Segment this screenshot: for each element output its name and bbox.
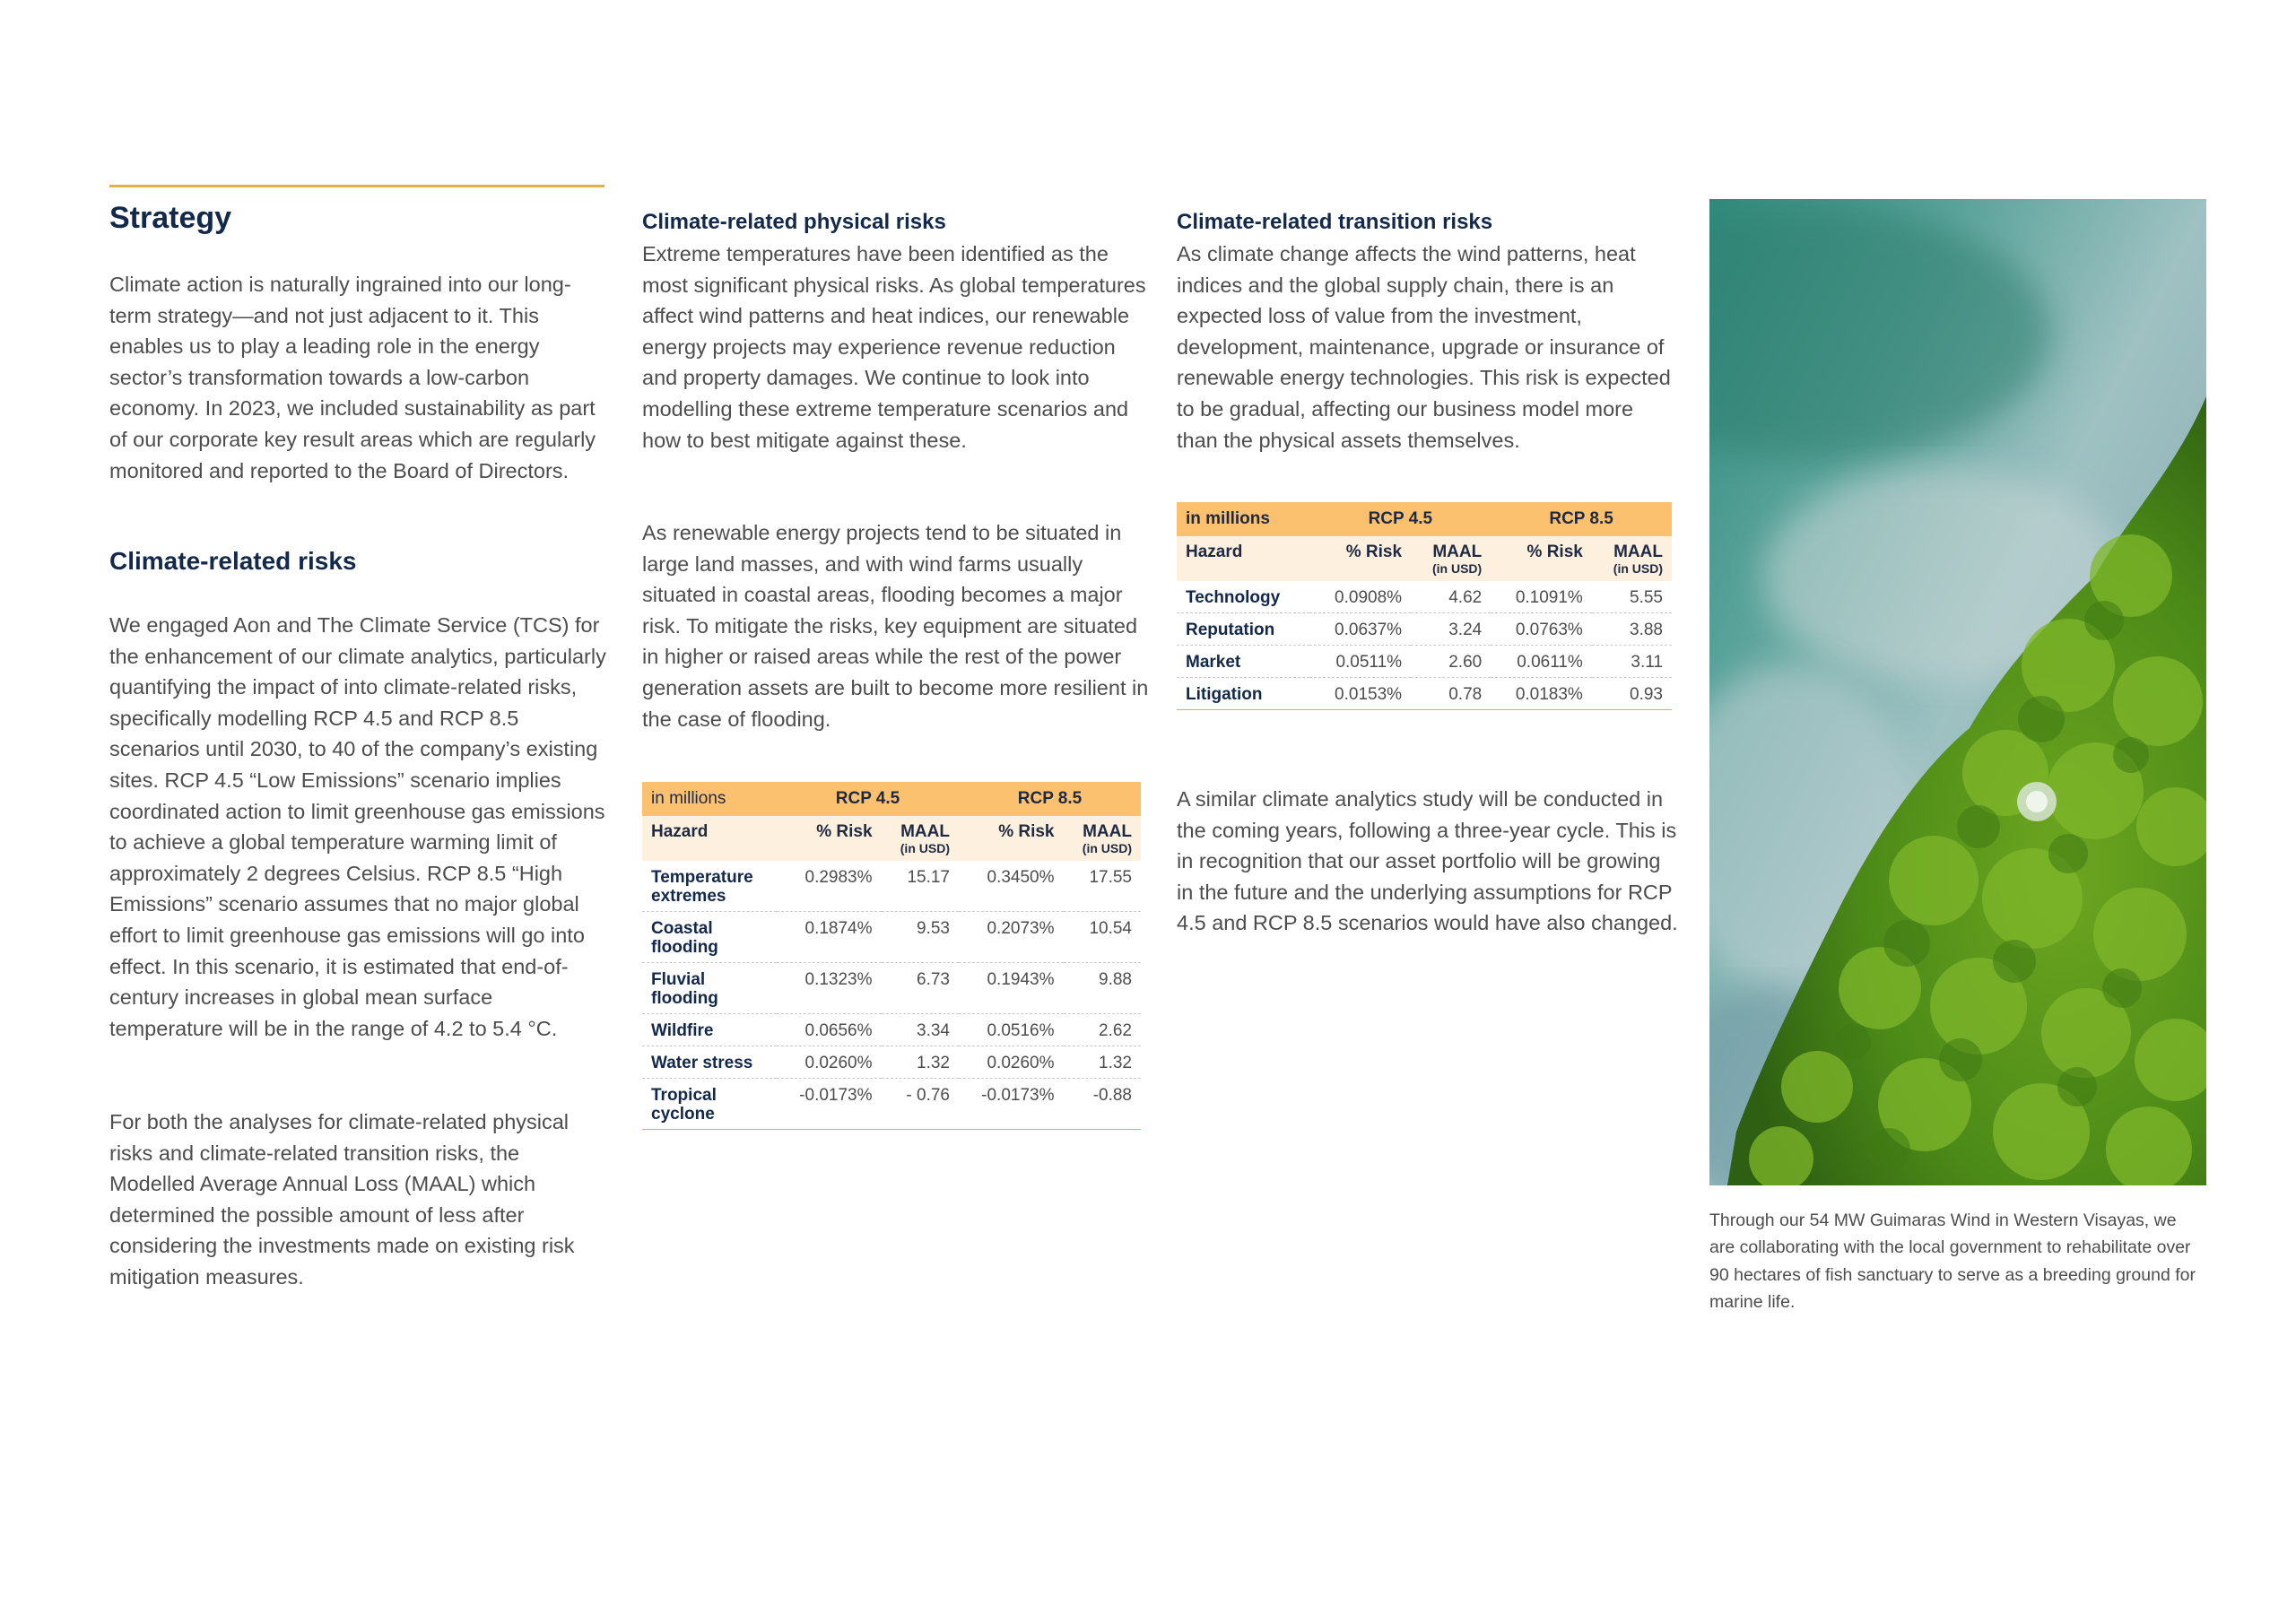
table-row <box>642 1046 1141 1079</box>
risk-cell: 0.0908% <box>1335 588 1403 607</box>
risk-cell: 0.0637% <box>1335 621 1403 639</box>
maal-cell: 9.88 <box>1099 970 1132 989</box>
unit-label: in millions <box>1186 509 1270 528</box>
climate-risks-paragraph-1: We engaged Aon and The Climate Service (TCS) for the enhancement of our climate analytics, particularly quantifying the impact of into climate-related risks, specifically modelling RCP 4.5 and RCP 8.5 scenarios until 2030, to 40 of the company’s existing sites. RCP 4.5 “Low Emissions” scenario implies coordinated action to limit greenhouse gas emissions to achieve a global temperature warming limit of approximately 2 degrees Celsius. RCP 8.5 “High Emissions” scenario assumes that no major global effort to limit greenhouse gas emissions will go into effect. In this scenario, it is estimated that end-of-century increases in global mean surface temperature will be in the range of 4.2 to 5.4 °C. <box>109 613 606 1040</box>
hazard-cell: Litigation <box>1186 685 1263 704</box>
table-row <box>1177 646 1672 678</box>
risk-cell: 0.1874% <box>804 919 873 938</box>
maal-cell: 1.32 <box>1099 1054 1132 1072</box>
unit-label: in millions <box>651 789 726 808</box>
maal-cell: 0.93 <box>1630 685 1663 704</box>
risk-cell: 0.1091% <box>1515 588 1583 607</box>
aerial-mangrove-photo <box>1709 199 2206 1185</box>
risk-header: % Risk <box>1345 542 1403 561</box>
hazard-cell: Fluvial flooding <box>651 970 718 1008</box>
maal-cell: 17.55 <box>1089 868 1132 887</box>
table-row <box>642 861 1141 912</box>
climate-risks-paragraph-2: For both the analyses for climate-related physical risks and climate-related transition risks, the Modelled Average Annual Loss (MAAL) which determined the possible amount of less after considering the investments made on existing risk mitigation measures. <box>109 1110 575 1289</box>
table-row <box>642 963 1141 1014</box>
physical-risks-table <box>642 782 1141 1130</box>
transition-risks-paragraph-2: A similar climate analytics study will be conducted in the coming years, following a three-year cycle. This is in recognition that our asset portfolio will be growing in the future and the underlying assumptions for RCP 4.5 and RCP 8.5 scenarios would have also changed. <box>1177 787 1678 935</box>
maal-cell: 3.24 <box>1448 621 1483 639</box>
risk-cell: 0.0260% <box>987 1054 1055 1072</box>
hazard-header: Hazard <box>1186 542 1243 561</box>
photo-caption: Through our 54 MW Guimaras Wind in Western Visayas, we are collaborating with the local government to rehabilitate over 90 hectares of fish sanctuary to serve as a breeding ground for marine life. <box>1709 1211 2196 1313</box>
hazard-cell: Wildfire <box>651 1021 714 1040</box>
maal-header: MAAL (in USD) <box>1431 542 1483 576</box>
risk-header: % Risk <box>1526 542 1583 561</box>
table-row <box>1177 678 1672 710</box>
risk-cell: 0.0260% <box>804 1054 873 1072</box>
risk-cell: -0.0173% <box>981 1086 1055 1105</box>
risk-header: % Risk <box>816 822 873 841</box>
hazard-cell: Market <box>1186 653 1241 672</box>
risk-header: % Risk <box>998 822 1055 841</box>
page-title: Strategy <box>109 201 232 235</box>
risk-cell: 0.0511% <box>1335 653 1403 672</box>
hazard-cell: Water stress <box>651 1054 753 1072</box>
risk-cell: 0.2073% <box>987 919 1055 938</box>
maal-cell: 9.53 <box>917 919 950 938</box>
maal-header: MAAL (in USD) <box>1082 822 1132 855</box>
risk-cell: 0.3450% <box>987 868 1055 887</box>
table-row <box>1177 613 1672 646</box>
hazard-cell: Temperature extremes <box>651 868 753 906</box>
risk-cell: 0.0611% <box>1517 653 1583 672</box>
maal-cell: 3.34 <box>917 1021 950 1040</box>
risk-cell: 0.1943% <box>987 970 1055 989</box>
maal-header: MAAL (in USD) <box>900 822 950 855</box>
maal-cell: -0.88 <box>1092 1086 1132 1105</box>
maal-cell: 6.73 <box>917 970 950 989</box>
maal-cell: 4.62 <box>1448 588 1483 607</box>
table-row <box>642 1079 1141 1130</box>
maal-cell: - 0.76 <box>906 1086 950 1105</box>
physical-risks-paragraph-1: Extreme temperatures have been identified as the most significant physical risks. As global temperatures affect wind patterns and heat indices, our renewable energy projects may experience revenue reduction and property damages. We continue to look into modelling these extreme temperature scenarios and how to best mitigate against these. <box>642 242 1146 452</box>
maal-cell: 2.60 <box>1448 653 1483 672</box>
maal-cell: 1.32 <box>917 1054 950 1072</box>
table-row <box>642 1014 1141 1046</box>
table-row <box>1177 581 1672 613</box>
maal-cell: 5.55 <box>1630 588 1663 607</box>
risk-cell: -0.0173% <box>799 1086 873 1105</box>
maal-cell: 15.17 <box>907 868 950 887</box>
maal-cell: 2.62 <box>1099 1021 1132 1040</box>
transition-risks-table <box>1177 502 1672 710</box>
risk-cell: 0.0183% <box>1515 685 1583 704</box>
table-row <box>642 912 1141 963</box>
risk-cell: 0.0153% <box>1335 685 1403 704</box>
risk-cell: 0.0516% <box>987 1021 1055 1040</box>
risk-cell: 0.0656% <box>804 1021 873 1040</box>
section-rule <box>109 185 604 187</box>
rcp45-header: RCP 4.5 <box>1368 509 1433 528</box>
rcp85-header: RCP 8.5 <box>1017 789 1083 808</box>
physical-risks-paragraph-2: As renewable energy projects tend to be situated in large land masses, and with wind farms usually situated in coastal areas, flooding becomes a major risk. To mitigate the risks, key equipment are situated in higher or raised areas while the rest of the power generation assets are built to become more resilient in the case of flooding. <box>642 521 1149 731</box>
risk-cell: 0.0763% <box>1515 621 1583 639</box>
physical-risks-heading: Climate-related physical risks <box>642 210 946 234</box>
transition-risks-heading: Climate-related transition risks <box>1177 210 1493 234</box>
maal-cell: 0.78 <box>1448 685 1483 704</box>
maal-header: MAAL (in USD) <box>1613 542 1663 576</box>
hazard-cell: Technology <box>1186 588 1281 607</box>
transition-risks-paragraph-1: As climate change affects the wind patterns, heat indices and the global supply chain, there is an expected loss of value from the investment, development, maintenance, upgrade or insurance of renewable energy technologies. This risk is expected to be gradual, affecting our business model more than the physical assets themselves. <box>1177 242 1671 452</box>
hazard-cell: Reputation <box>1186 621 1275 639</box>
climate-risks-heading: Climate-related risks <box>109 547 357 575</box>
strategy-intro: Climate action is naturally ingrained into our long-term strategy—and not just adjacent to it. This enables us to play a leading role in the energy sector’s transformation towards a low-carbon economy. In 2023, we included sustainability as part of our corporate key result areas which are regularly monitored and reported to the Board of Directors. <box>109 273 596 482</box>
hazard-header: Hazard <box>651 822 709 841</box>
risk-cell: 0.2983% <box>804 868 873 887</box>
risk-cell: 0.1323% <box>804 970 873 989</box>
maal-cell: 3.88 <box>1630 621 1663 639</box>
maal-cell: 10.54 <box>1089 919 1132 938</box>
rcp85-header: RCP 8.5 <box>1549 509 1613 528</box>
maal-cell: 3.11 <box>1631 653 1663 672</box>
rcp45-header: RCP 4.5 <box>835 789 900 808</box>
hazard-cell: Tropical cyclone <box>651 1086 717 1124</box>
hazard-cell: Coastal flooding <box>651 919 718 957</box>
